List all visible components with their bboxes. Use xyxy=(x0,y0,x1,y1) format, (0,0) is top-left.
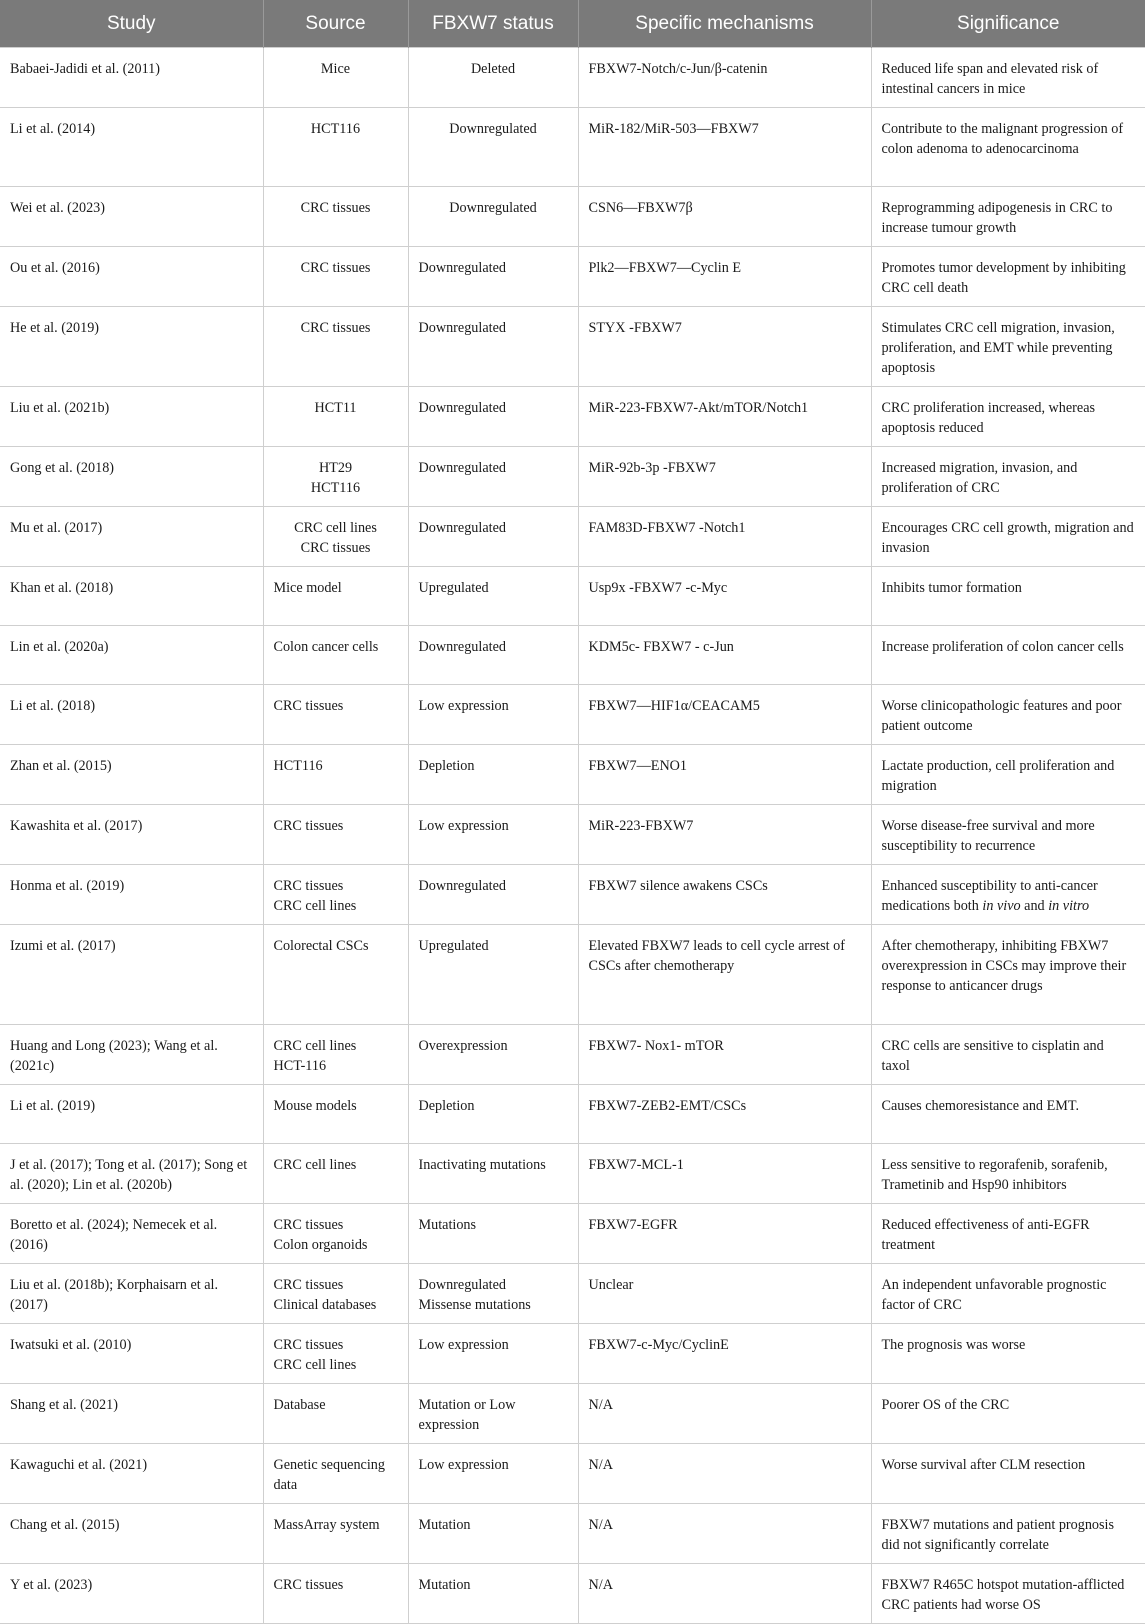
status-text: Mutations xyxy=(418,1217,477,1233)
significance-text: Enhanced susceptibility to anti-cancer medications both xyxy=(881,878,1098,914)
cell-specific-mechanism xyxy=(578,685,871,745)
cell-study xyxy=(0,805,263,865)
cell-significance xyxy=(871,307,1145,387)
cell-source xyxy=(263,1025,408,1085)
status-text: Missense mutations xyxy=(418,1297,531,1313)
cell-fbxw7-status xyxy=(408,1504,578,1564)
study-text: Wei et al. (2023) xyxy=(10,200,105,216)
cell-fbxw7-status xyxy=(408,108,578,187)
study-text: Khan et al. (2018) xyxy=(10,580,114,596)
study-text: Li et al. (2014) xyxy=(10,121,96,137)
cell-fbxw7-status xyxy=(408,48,578,108)
cell-significance xyxy=(871,865,1145,925)
source-text: HCT116 xyxy=(310,121,361,137)
source-text: CRC tissues xyxy=(273,818,344,834)
status-text: Low expression xyxy=(418,698,509,714)
source-text: CRC tissues xyxy=(300,320,371,336)
status-text: Upregulated xyxy=(418,580,489,596)
study-text: He et al. (2019) xyxy=(10,320,100,336)
cell-fbxw7-status xyxy=(408,745,578,805)
mechanism-text: MiR-223-FBXW7 xyxy=(588,818,694,834)
cell-study xyxy=(0,745,263,805)
cell-source xyxy=(263,1384,408,1444)
significance-text: Encourages CRC cell growth, migration and invasion xyxy=(881,520,1134,556)
status-text: Downregulated xyxy=(418,460,506,476)
cell-source xyxy=(263,626,408,685)
cell-significance xyxy=(871,1204,1145,1264)
status-text: Mutation or Low expression xyxy=(418,1397,516,1433)
mechanism-text: FBXW7-ZEB2-EMT/CSCs xyxy=(588,1098,747,1114)
table-header xyxy=(0,0,1145,48)
table-row xyxy=(0,805,1145,865)
cell-source xyxy=(263,925,408,1025)
header-significance: Significance xyxy=(871,0,1145,48)
status-text: Downregulated xyxy=(418,260,506,276)
source-text: CRC tissues xyxy=(273,698,344,714)
table-row xyxy=(0,1264,1145,1324)
table-row xyxy=(0,1085,1145,1144)
cell-study xyxy=(0,685,263,745)
mechanism-text: FBXW7-c-Myc/CyclinE xyxy=(588,1337,729,1353)
source-text: CRC cell lines xyxy=(294,520,377,536)
significance-text: Stimulates CRC cell migration, invasion, proliferation, and EMT while preventing apoptosis xyxy=(881,320,1115,376)
source-text: CRC tissues xyxy=(273,1337,344,1353)
cell-source xyxy=(263,1444,408,1504)
mechanism-text: CSN6—FBXW7β xyxy=(588,200,693,216)
table-row xyxy=(0,1144,1145,1204)
study-text: Zhan et al. (2015) xyxy=(10,758,112,774)
cell-fbxw7-status xyxy=(408,1264,578,1324)
mechanism-text: FBXW7—ENO1 xyxy=(588,758,688,774)
table-row xyxy=(0,1564,1145,1624)
cell-specific-mechanism xyxy=(578,626,871,685)
cell-fbxw7-status xyxy=(408,1384,578,1444)
table-row xyxy=(0,307,1145,387)
source-text: CRC tissues xyxy=(300,540,371,556)
significance-text: Worse clinicopathologic features and poor patient outcome xyxy=(881,698,1122,734)
mechanism-text: Usp9x -FBXW7 -c-Myc xyxy=(588,580,728,596)
table-row xyxy=(0,108,1145,187)
cell-specific-mechanism xyxy=(578,1384,871,1444)
cell-significance xyxy=(871,108,1145,187)
cell-significance xyxy=(871,567,1145,626)
status-text: Mutation xyxy=(418,1517,471,1533)
header-study: Study xyxy=(0,0,263,48)
cell-study xyxy=(0,1504,263,1564)
source-text: Colon cancer cells xyxy=(273,639,379,655)
source-text: Database xyxy=(273,1397,326,1413)
source-text: Genetic sequencing data xyxy=(273,1457,385,1493)
table-row xyxy=(0,685,1145,745)
cell-study xyxy=(0,48,263,108)
mechanism-text: KDM5c- FBXW7 - c-Jun xyxy=(588,639,734,655)
header-specific-mechanisms: Specific mechanisms xyxy=(578,0,871,48)
cell-study xyxy=(0,507,263,567)
study-text: J et al. (2017); Tong et al. (2017); Song et al. (2020); Lin et al. (2020b) xyxy=(10,1157,248,1193)
mechanism-text: N/A xyxy=(588,1457,613,1473)
cell-study xyxy=(0,1264,263,1324)
cell-fbxw7-status xyxy=(408,1324,578,1384)
header-fbxw7-status: FBXW7 status xyxy=(408,0,578,48)
cell-specific-mechanism xyxy=(578,447,871,507)
status-text: Low expression xyxy=(418,818,509,834)
status-text: Downregulated xyxy=(418,878,506,894)
source-text: HT29 xyxy=(318,460,353,476)
cell-source xyxy=(263,1144,408,1204)
cell-source xyxy=(263,865,408,925)
table-row xyxy=(0,187,1145,247)
cell-significance xyxy=(871,187,1145,247)
cell-significance xyxy=(871,387,1145,447)
cell-study xyxy=(0,1384,263,1444)
study-text: Honma et al. (2019) xyxy=(10,878,125,894)
source-text: HCT116 xyxy=(310,480,361,496)
cell-source xyxy=(263,1564,408,1624)
cell-source xyxy=(263,387,408,447)
mechanism-text: N/A xyxy=(588,1577,613,1593)
cell-source xyxy=(263,108,408,187)
significance-text: Contribute to the malignant progression of colon adenoma to adenocarcinoma xyxy=(881,121,1124,157)
source-text: CRC tissues xyxy=(273,1277,344,1293)
cell-significance xyxy=(871,685,1145,745)
cell-study xyxy=(0,626,263,685)
cell-specific-mechanism xyxy=(578,307,871,387)
cell-study xyxy=(0,1204,263,1264)
cell-specific-mechanism xyxy=(578,1204,871,1264)
source-text: Mice xyxy=(320,61,351,77)
study-text: Y et al. (2023) xyxy=(10,1577,93,1593)
study-text: Izumi et al. (2017) xyxy=(10,938,116,954)
significance-text: An independent unfavorable prognostic factor of CRC xyxy=(881,1277,1107,1313)
cell-specific-mechanism xyxy=(578,1025,871,1085)
cell-study xyxy=(0,1025,263,1085)
cell-specific-mechanism xyxy=(578,1504,871,1564)
cell-study xyxy=(0,925,263,1025)
significance-text: Increase proliferation of colon cancer cells xyxy=(881,639,1124,655)
cell-specific-mechanism xyxy=(578,865,871,925)
cell-significance xyxy=(871,1085,1145,1144)
significance-text: After chemotherapy, inhibiting FBXW7 overexpression in CSCs may improve their response to anticancer drugs xyxy=(881,938,1127,994)
cell-fbxw7-status xyxy=(408,1204,578,1264)
study-text: Kawashita et al. (2017) xyxy=(10,818,143,834)
cell-source xyxy=(263,745,408,805)
cell-fbxw7-status xyxy=(408,187,578,247)
mechanism-text: MiR-182/MiR-503—FBXW7 xyxy=(588,121,759,137)
cell-study xyxy=(0,1324,263,1384)
cell-fbxw7-status xyxy=(408,507,578,567)
table-row xyxy=(0,1444,1145,1504)
cell-fbxw7-status xyxy=(408,1144,578,1204)
status-text: Downregulated xyxy=(418,1277,506,1293)
source-text: Colon organoids xyxy=(273,1237,368,1253)
cell-specific-mechanism xyxy=(578,1264,871,1324)
status-text: Downregulated xyxy=(418,520,506,536)
cell-source xyxy=(263,48,408,108)
mechanism-text: FBXW7- Nox1- mTOR xyxy=(588,1038,724,1054)
study-text: Chang et al. (2015) xyxy=(10,1517,120,1533)
status-text: Depletion xyxy=(418,1098,475,1114)
cell-study xyxy=(0,567,263,626)
cell-specific-mechanism xyxy=(578,108,871,187)
mechanism-text: Plk2—FBXW7—Cyclin E xyxy=(588,260,742,276)
cell-study xyxy=(0,387,263,447)
mechanism-text: N/A xyxy=(588,1517,613,1533)
status-text: Inactivating mutations xyxy=(418,1157,546,1173)
cell-fbxw7-status xyxy=(408,567,578,626)
cell-significance xyxy=(871,805,1145,865)
source-text: MassArray system xyxy=(273,1517,380,1533)
table-row xyxy=(0,745,1145,805)
study-text: Huang and Long (2023); Wang et al. (2021c) xyxy=(10,1038,218,1074)
table-row xyxy=(0,626,1145,685)
cell-specific-mechanism xyxy=(578,745,871,805)
cell-significance xyxy=(871,925,1145,1025)
significance-text: Increased migration, invasion, and proliferation of CRC xyxy=(881,460,1078,496)
table-row xyxy=(0,567,1145,626)
study-text: Lin et al. (2020a) xyxy=(10,639,109,655)
mechanism-text: Unclear xyxy=(588,1277,634,1293)
source-text: HCT116 xyxy=(273,758,323,774)
cell-significance xyxy=(871,626,1145,685)
mechanism-text: N/A xyxy=(588,1397,613,1413)
status-text: Overexpression xyxy=(418,1038,508,1054)
status-text: Downregulated xyxy=(418,639,506,655)
source-text: CRC tissues xyxy=(273,1577,344,1593)
cell-fbxw7-status xyxy=(408,247,578,307)
cell-fbxw7-status xyxy=(408,925,578,1025)
table-row xyxy=(0,1384,1145,1444)
cell-fbxw7-status xyxy=(408,387,578,447)
source-text: CRC tissues xyxy=(273,878,344,894)
table-row xyxy=(0,1025,1145,1085)
significance-text: The prognosis was worse xyxy=(881,1337,1026,1353)
mechanism-text: FAM83D-FBXW7 -Notch1 xyxy=(588,520,746,536)
cell-source xyxy=(263,567,408,626)
significance-text: Worse survival after CLM resection xyxy=(881,1457,1086,1473)
study-text: Boretto et al. (2024); Nemecek et al. (2016) xyxy=(10,1217,218,1253)
cell-fbxw7-status xyxy=(408,1564,578,1624)
cell-specific-mechanism xyxy=(578,1144,871,1204)
source-text: CRC tissues xyxy=(300,200,371,216)
cell-specific-mechanism xyxy=(578,48,871,108)
mechanism-text: MiR-92b-3p -FBXW7 xyxy=(588,460,716,476)
study-text: Li et al. (2018) xyxy=(10,698,96,714)
cell-fbxw7-status xyxy=(408,447,578,507)
cell-specific-mechanism xyxy=(578,1444,871,1504)
study-text: Gong et al. (2018) xyxy=(10,460,115,476)
cell-significance xyxy=(871,1025,1145,1085)
cell-source xyxy=(263,187,408,247)
cell-source xyxy=(263,507,408,567)
source-text: Clinical databases xyxy=(273,1297,377,1313)
mechanism-text: STYX -FBXW7 xyxy=(588,320,682,336)
cell-study xyxy=(0,1564,263,1624)
significance-text: in vitro xyxy=(1048,898,1090,914)
source-text: HCT11 xyxy=(314,400,357,416)
cell-source xyxy=(263,1204,408,1264)
cell-source xyxy=(263,805,408,865)
cell-specific-mechanism xyxy=(578,1564,871,1624)
significance-text: FBXW7 mutations and patient prognosis did not significantly correlate xyxy=(881,1517,1115,1553)
table-row xyxy=(0,1504,1145,1564)
cell-source xyxy=(263,1264,408,1324)
study-text: Liu et al. (2018b); Korphaisarn et al. (2017) xyxy=(10,1277,219,1313)
header-source: Source xyxy=(263,0,408,48)
cell-significance xyxy=(871,1504,1145,1564)
cell-fbxw7-status xyxy=(408,1025,578,1085)
cell-significance xyxy=(871,745,1145,805)
source-text: CRC cell lines xyxy=(273,898,357,914)
cell-fbxw7-status xyxy=(408,685,578,745)
cell-study xyxy=(0,1444,263,1504)
source-text: CRC cell lines xyxy=(273,1038,357,1054)
cell-significance xyxy=(871,1324,1145,1384)
table-row xyxy=(0,447,1145,507)
significance-text: Lactate production, cell proliferation and migration xyxy=(881,758,1115,794)
table-row xyxy=(0,925,1145,1025)
cell-study xyxy=(0,1085,263,1144)
cell-fbxw7-status xyxy=(408,1085,578,1144)
cell-fbxw7-status xyxy=(408,865,578,925)
cell-significance xyxy=(871,1444,1145,1504)
significance-text: CRC cells are sensitive to cisplatin and taxol xyxy=(881,1038,1104,1074)
cell-specific-mechanism xyxy=(578,387,871,447)
status-text: Low expression xyxy=(418,1337,509,1353)
cell-specific-mechanism xyxy=(578,1085,871,1144)
status-text: Low expression xyxy=(418,1457,509,1473)
cell-source xyxy=(263,307,408,387)
source-text: HCT-116 xyxy=(273,1058,327,1074)
table-row xyxy=(0,387,1145,447)
cell-study xyxy=(0,307,263,387)
source-text: CRC tissues xyxy=(300,260,371,276)
significance-text: FBXW7 R465C hotspot mutation-afflicted CRC patients had worse OS xyxy=(881,1577,1125,1613)
status-text: Depletion xyxy=(418,758,475,774)
cell-significance xyxy=(871,1564,1145,1624)
cell-source xyxy=(263,447,408,507)
significance-text: in vivo xyxy=(982,898,1021,914)
cell-study xyxy=(0,187,263,247)
cell-source xyxy=(263,1324,408,1384)
table-row xyxy=(0,247,1145,307)
status-text: Upregulated xyxy=(418,938,489,954)
significance-text: Less sensitive to regorafenib, sorafenib, Trametinib and Hsp90 inhibitors xyxy=(881,1157,1108,1193)
status-text: Deleted xyxy=(470,61,516,77)
header-row xyxy=(0,0,1145,48)
table-row xyxy=(0,865,1145,925)
cell-fbxw7-status xyxy=(408,307,578,387)
mechanism-text: FBXW7—HIF1α/CEACAM5 xyxy=(588,698,760,714)
significance-text: Causes chemoresistance and EMT. xyxy=(881,1098,1080,1114)
table-row xyxy=(0,1324,1145,1384)
study-text: Babaei-Jadidi et al. (2011) xyxy=(10,61,160,77)
mechanism-text: FBXW7-MCL-1 xyxy=(588,1157,684,1173)
study-text: Mu et al. (2017) xyxy=(10,520,103,536)
cell-fbxw7-status xyxy=(408,805,578,865)
cell-specific-mechanism xyxy=(578,925,871,1025)
mechanism-text: FBXW7-Notch/c-Jun/β-catenin xyxy=(588,61,768,77)
mechanism-text: FBXW7 silence awakens CSCs xyxy=(588,878,768,894)
cell-significance xyxy=(871,247,1145,307)
study-text: Liu et al. (2021b) xyxy=(10,400,110,416)
cell-significance xyxy=(871,1264,1145,1324)
source-text: Colorectal CSCs xyxy=(273,938,369,954)
study-text: Iwatsuki et al. (2010) xyxy=(10,1337,132,1353)
significance-text: Reduced effectiveness of anti-EGFR treatment xyxy=(881,1217,1090,1253)
cell-significance xyxy=(871,1384,1145,1444)
significance-text: Reduced life span and elevated risk of intestinal cancers in mice xyxy=(881,61,1099,97)
table-row xyxy=(0,1204,1145,1264)
significance-text: Inhibits tumor formation xyxy=(881,580,1022,596)
source-text: Mice model xyxy=(273,580,342,596)
cell-specific-mechanism xyxy=(578,247,871,307)
status-text: Mutation xyxy=(418,1577,471,1593)
source-text: CRC tissues xyxy=(273,1217,344,1233)
status-text: Downregulated xyxy=(418,400,506,416)
significance-text: CRC proliferation increased, whereas apoptosis reduced xyxy=(881,400,1096,436)
cell-specific-mechanism xyxy=(578,567,871,626)
cell-study xyxy=(0,447,263,507)
source-text: Mouse models xyxy=(273,1098,357,1114)
source-text: CRC cell lines xyxy=(273,1357,357,1373)
status-text: Downregulated xyxy=(418,320,506,336)
significance-text: Worse disease-free survival and more susceptibility to recurrence xyxy=(881,818,1095,854)
mechanism-text: FBXW7-EGFR xyxy=(588,1217,678,1233)
cell-study xyxy=(0,108,263,187)
mechanism-text: Elevated FBXW7 leads to cell cycle arrest of CSCs after chemotherapy xyxy=(588,938,845,974)
mechanism-text: MiR-223-FBXW7-Akt/mTOR/Notch1 xyxy=(588,400,809,416)
cell-significance xyxy=(871,1144,1145,1204)
study-text: Shang et al. (2021) xyxy=(10,1397,118,1413)
cell-fbxw7-status xyxy=(408,626,578,685)
cell-fbxw7-status xyxy=(408,1444,578,1504)
source-text: CRC cell lines xyxy=(273,1157,357,1173)
cell-significance xyxy=(871,507,1145,567)
cell-specific-mechanism xyxy=(578,805,871,865)
table-row xyxy=(0,507,1145,567)
significance-text: and xyxy=(1020,898,1049,914)
cell-source xyxy=(263,1085,408,1144)
cell-source xyxy=(263,685,408,745)
table-row xyxy=(0,48,1145,108)
cell-study xyxy=(0,247,263,307)
cell-source xyxy=(263,247,408,307)
cell-study xyxy=(0,1144,263,1204)
table-body xyxy=(0,48,1145,1624)
cell-study xyxy=(0,865,263,925)
cell-significance xyxy=(871,447,1145,507)
study-text: Li et al. (2019) xyxy=(10,1098,96,1114)
cell-significance xyxy=(871,48,1145,108)
cell-source xyxy=(263,1504,408,1564)
significance-text: Poorer OS of the CRC xyxy=(881,1397,1010,1413)
status-text: Downregulated xyxy=(449,121,537,137)
study-text: Kawaguchi et al. (2021) xyxy=(10,1457,148,1473)
significance-text: Promotes tumor development by inhibiting CRC cell death xyxy=(881,260,1126,296)
cell-specific-mechanism xyxy=(578,507,871,567)
study-text: Ou et al. (2016) xyxy=(10,260,100,276)
cell-specific-mechanism xyxy=(578,187,871,247)
cell-specific-mechanism xyxy=(578,1324,871,1384)
status-text: Downregulated xyxy=(449,200,537,216)
significance-text: Reprogramming adipogenesis in CRC to increase tumour growth xyxy=(881,200,1113,236)
